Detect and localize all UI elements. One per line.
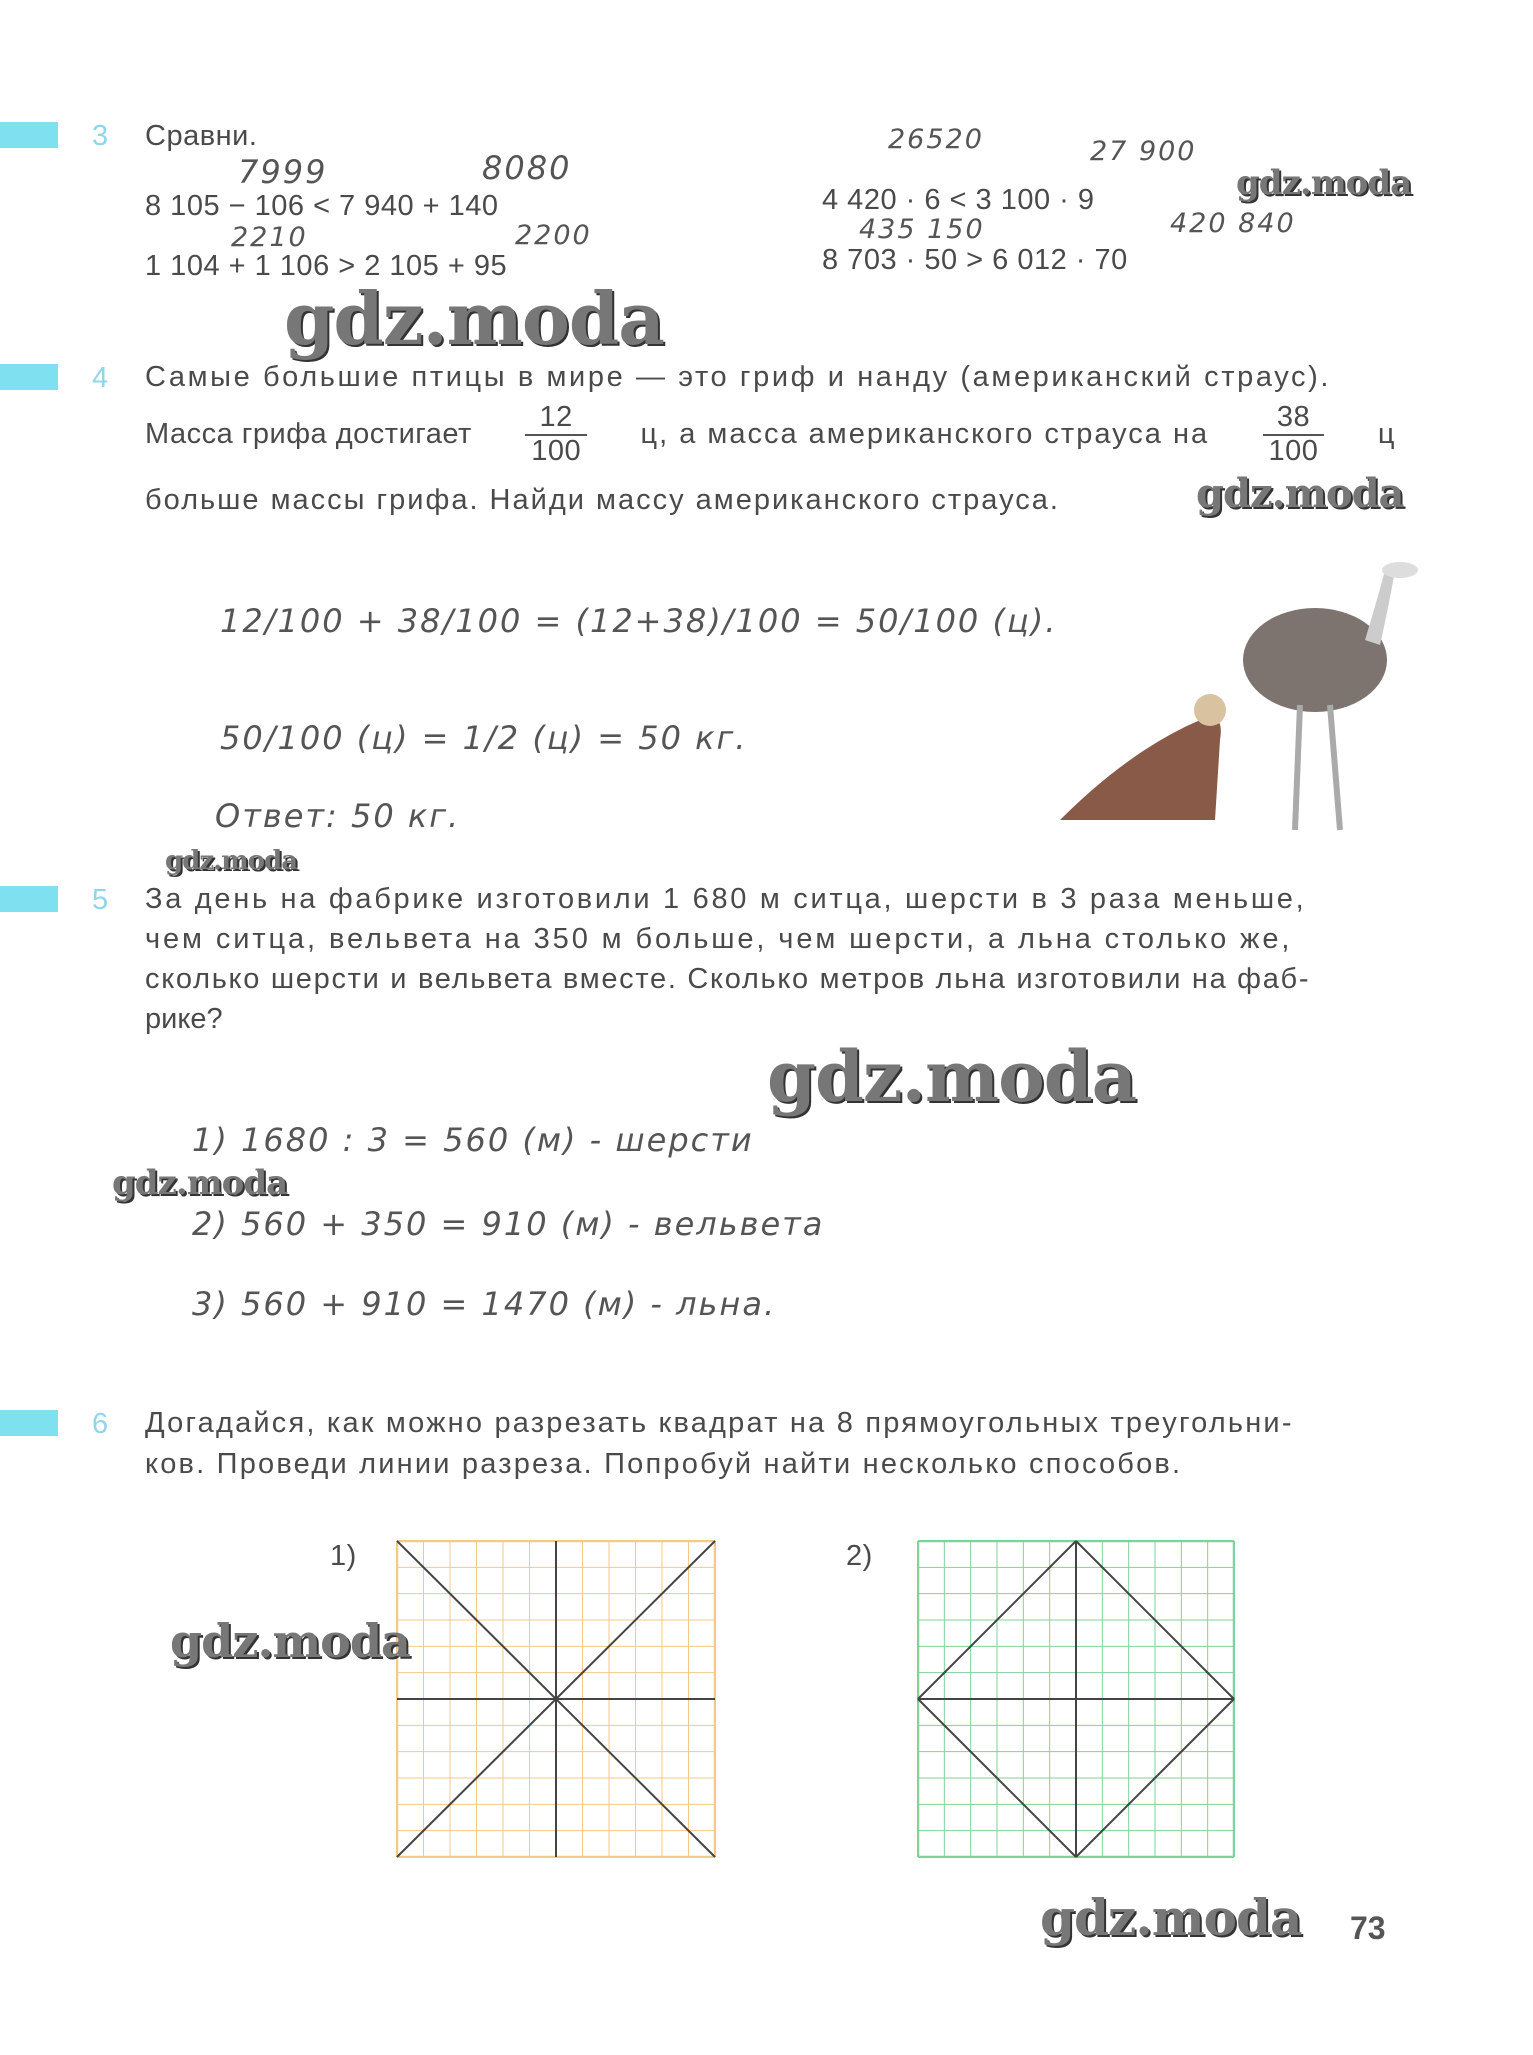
task-number: 4: [92, 362, 109, 394]
task4-line3: больше массы грифа. Найди массу американского страуса.: [145, 484, 1060, 516]
watermark: gdz.moda: [170, 1614, 410, 1668]
solution-line: 3) 560 + 910 = 1470 (м) - льна.: [192, 1285, 777, 1323]
task3-title: Сравни.: [145, 120, 258, 152]
task6-line: [145, 1408, 1395, 1440]
watermark: gdz.moda: [1196, 470, 1404, 517]
denominator: 100: [525, 434, 587, 468]
watermark: gdz.moda: [1040, 1888, 1302, 1947]
task4-line2: [145, 402, 1395, 468]
page-number: 73: [1350, 1910, 1386, 1946]
ostrich-image: [1243, 562, 1418, 830]
task6-line: ков. Проведи линии разреза. Попробуй найти несколько способов.: [145, 1448, 1183, 1480]
task5-line: [145, 884, 1395, 916]
text: Масса грифа достигает: [145, 418, 472, 451]
grid-label: 1): [330, 1540, 357, 1572]
task-number: 6: [92, 1408, 109, 1440]
text: сколько шерсти и вельвета вместе. Сколько метров льна изготовили на фаб-: [145, 963, 1311, 995]
text: Самые большие птицы в мире — это гриф и нанду (американский страус).: [145, 361, 1332, 393]
task-marker: [0, 886, 58, 912]
square-grid-1: [396, 1540, 716, 1858]
solution-line: 12/100 + 38/100 = (12+38)/100 = 50/100 (ц).: [220, 602, 1058, 640]
numerator: 12: [539, 401, 573, 433]
text: ц, а масса американского страуса на: [640, 418, 1210, 451]
task-marker: [0, 1410, 58, 1436]
task3-expr: 8 105 − 106 < 7 940 + 140: [145, 190, 499, 222]
task3-expr: 4 420 · 6 < 3 100 · 9: [822, 184, 1095, 216]
handwritten-note: 8080: [482, 149, 572, 187]
handwritten-note: 7999: [238, 153, 328, 191]
task5-line: [145, 964, 1395, 996]
task3-expr: 1 104 + 1 106 > 2 105 + 95: [145, 250, 508, 282]
text: За день на фабрике изготовили 1 680 м ситца, шерсти в 3 раза меньше,: [145, 883, 1307, 915]
task-marker: [0, 122, 58, 148]
vulture-image: [1060, 694, 1226, 820]
text: Догадайся, как можно разрезать квадрат на 8 прямоугольных треугольни-: [145, 1407, 1294, 1439]
text: чем ситца, вельвета на 350 м больше, чем шерсти, а льна столько же,: [145, 923, 1293, 955]
numerator: 38: [1276, 401, 1311, 433]
task5-line: [145, 924, 1395, 956]
solution-line: 2) 560 + 350 = 910 (м) - вельвета: [192, 1205, 825, 1243]
watermark: gdz.moda: [284, 276, 664, 361]
handwritten-note: 435 150: [859, 214, 985, 245]
watermark: gdz.moda: [767, 1035, 1137, 1118]
watermark: gdz.moda: [1236, 163, 1412, 203]
vulture-and-ostrich-illustration: [1050, 550, 1450, 840]
fraction: [525, 402, 587, 468]
text: ц: [1377, 418, 1395, 451]
task3-expr: 8 703 · 50 > 6 012 · 70: [822, 244, 1128, 276]
square-grid-2: [917, 1540, 1235, 1858]
task-number: 5: [92, 884, 109, 916]
handwritten-note: 2210: [231, 222, 308, 253]
task-marker: [0, 364, 58, 390]
handwritten-note: 420 840: [1170, 208, 1296, 239]
fraction: [1263, 402, 1325, 468]
task5-line: [145, 1004, 1395, 1036]
handwritten-note: 2200: [515, 220, 592, 251]
denominator: 100: [1263, 434, 1325, 468]
grid-label: 2): [846, 1540, 873, 1572]
handwritten-note: 27 900: [1090, 136, 1197, 167]
text: рике?: [145, 1003, 223, 1035]
watermark: gdz.moda: [112, 1163, 288, 1203]
solution-line: 50/100 (ц) = 1/2 (ц) = 50 кг.: [220, 719, 748, 757]
task-number: 3: [92, 120, 109, 152]
handwritten-note: 26520: [888, 124, 984, 155]
watermark: gdz.moda: [165, 846, 298, 876]
solution-line: 1) 1680 : 3 = 560 (м) - шерсти: [192, 1121, 754, 1159]
task4-line1: [145, 362, 1395, 394]
solution-answer: Ответ: 50 кг.: [215, 797, 461, 835]
